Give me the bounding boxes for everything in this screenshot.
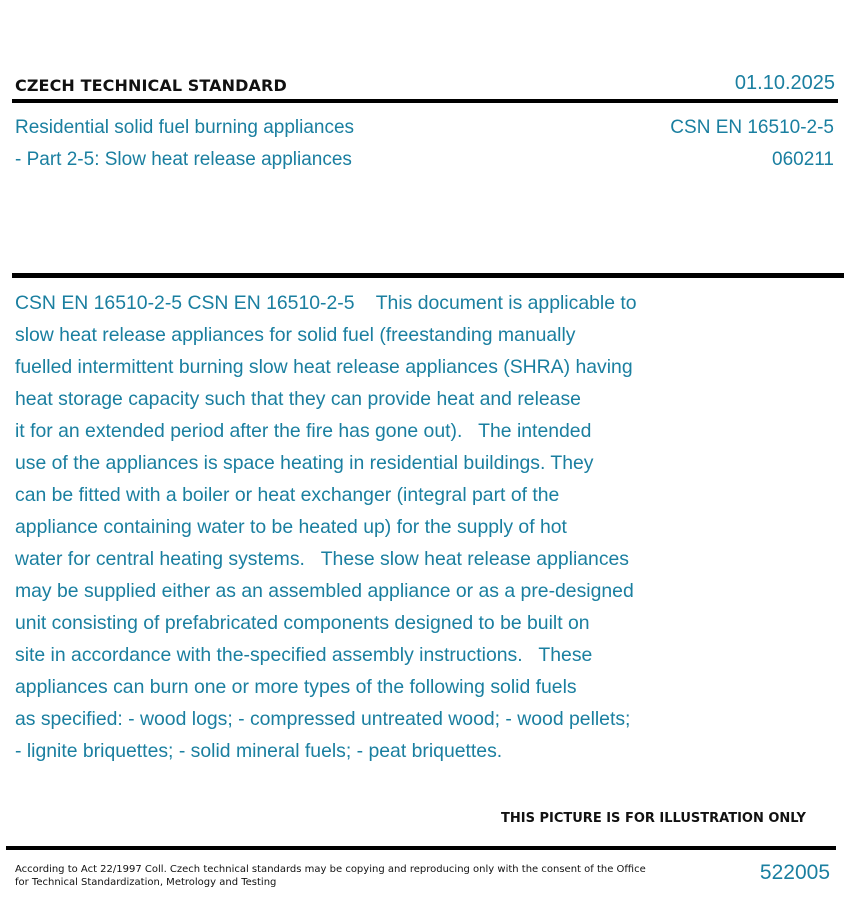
abstract-line: CSN EN 16510-2-5 CSN EN 16510-2-5 This document is applicable to — [15, 292, 637, 314]
copyright-notice — [15, 863, 646, 889]
illustration-notice: THIS PICTURE IS FOR ILLUSTRATION ONLY — [501, 811, 806, 826]
abstract-line: use of the appliances is space heating in residential buildings. They — [15, 452, 594, 474]
abstract-line: appliances can burn one or more types of the following solid fuels — [15, 676, 577, 698]
section-divider — [12, 273, 844, 278]
standard-title-line: Residential solid fuel burning appliances — [15, 117, 355, 138]
classification-code: 060211 — [772, 149, 834, 170]
abstract-line: - lignite briquettes; - solid mineral fuels; - peat briquettes. — [15, 740, 503, 762]
publication-date: 01.10.2025 — [734, 72, 835, 94]
footer-divider — [6, 846, 836, 850]
abstract-line: appliance containing water to be heated up) for the supply of hot — [15, 516, 567, 538]
abstract-line: water for central heating systems. These slow heat release appliances — [15, 548, 629, 570]
abstract-line: slow heat release appliances for solid fuel (freestanding manually — [15, 324, 576, 346]
abstract-text — [15, 287, 735, 767]
abstract-line: fuelled intermittent burning slow heat release appliances (SHRA) having — [15, 356, 633, 378]
standard-codes — [670, 112, 834, 176]
standard-title-line: - Part 2-5: Slow heat release appliances — [15, 149, 352, 170]
header-divider — [12, 99, 838, 103]
standard-type-label: CZECH TECHNICAL STANDARD — [15, 76, 287, 95]
abstract-line: site in accordance with the-specified assembly instructions. These — [15, 644, 593, 666]
standard-code: CSN EN 16510-2-5 — [670, 117, 834, 138]
copyright-line: According to Act 22/1997 Coll. Czech technical standards may be copying and reproducing only with the consent of the Office — [15, 864, 646, 875]
abstract-line: it for an extended period after the fire has gone out). The intended — [15, 420, 592, 442]
abstract-line: may be supplied either as an assembled appliance or as a pre-designed — [15, 580, 634, 602]
abstract-line: unit consisting of prefabricated components designed to be built on — [15, 612, 590, 634]
document-number: 522005 — [759, 861, 830, 884]
abstract-line: as specified: - wood logs; - compressed untreated wood; - wood pellets; — [15, 708, 631, 730]
standard-title — [15, 112, 354, 176]
copyright-line: for Technical Standardization, Metrology and Testing — [15, 877, 277, 888]
abstract-line: heat storage capacity such that they can provide heat and release — [15, 388, 581, 410]
abstract-line: can be fitted with a boiler or heat exchanger (integral part of the — [15, 484, 560, 506]
